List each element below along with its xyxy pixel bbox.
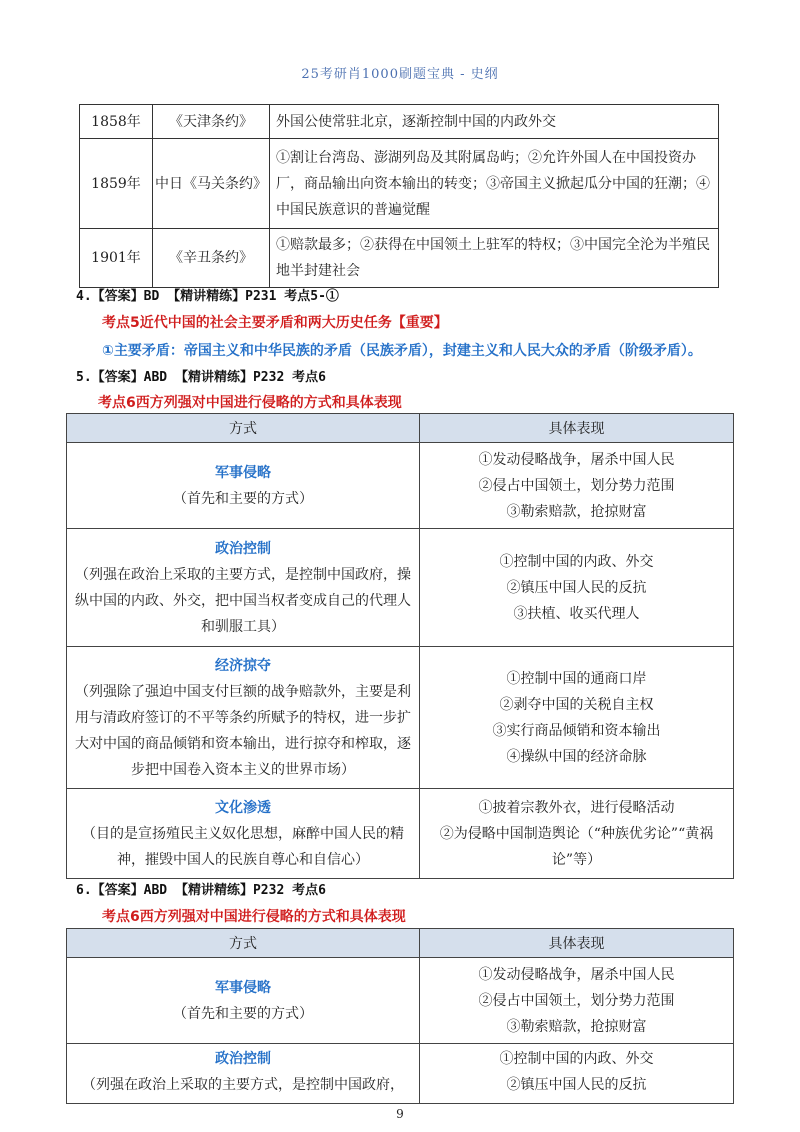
performance-item: ③勒索赔款，抢掠财富 — [506, 1018, 647, 1035]
method-desc: （列强除了强迫中国支付巨额的战争赔款外，主要是利用与清政府签订的不平等条约所赋予的特权，进一步扩大对中国的商品倾销和资本输出，进行掠夺和榨取，逐步把中国卷入资本主义的世界市场） — [75, 683, 411, 778]
q6-answer: 6.【答案】ABD 【精讲精练】P232 考点6 — [76, 883, 326, 898]
method-title: 政治控制 — [215, 1051, 271, 1067]
method-title: 军事侵略 — [215, 979, 271, 996]
table-row — [67, 789, 734, 879]
q6-method-table — [66, 928, 734, 1104]
table-row — [67, 529, 734, 647]
q5-exam-point: 考点6西方列强对中国进行侵略的方式和具体表现 — [98, 395, 402, 411]
table-header-row — [67, 929, 734, 958]
treaty-content: ①赔款最多；②获得在中国领土上驻军的特权；③中国完全沦为半殖民地半封建社会 — [270, 229, 719, 288]
q4-detail: ①主要矛盾：帝国主义和中华民族的矛盾（民族矛盾），封建主义和人民大众的矛盾（阶级矛盾）。 — [102, 343, 702, 359]
performance-item: ②侵占中国领土，划分势力范围 — [478, 992, 675, 1009]
column-header-performance: 具体表现 — [420, 414, 734, 443]
performance-item: ②镇压中国人民的反抗 — [506, 1077, 647, 1093]
method-title: 军事侵略 — [215, 464, 271, 481]
table-row — [80, 105, 719, 139]
method-desc: （首先和主要的方式） — [173, 1005, 313, 1022]
treaty-name: 《天津条约》 — [153, 105, 270, 139]
treaty-year: 1859年 — [80, 139, 153, 229]
method-title: 政治控制 — [215, 540, 271, 557]
performance-item: ②剥夺中国的关税自主权 — [499, 696, 654, 713]
page-number: 9 — [396, 1107, 404, 1121]
method-desc: （列强在政治上采取的主要方式，是控制中国政府，操纵中国的内政、外交，把中国当权者变成自己的代理人和驯服工具） — [75, 566, 411, 635]
treaty-name: 中日《马关条约》 — [153, 139, 270, 229]
table-row — [80, 229, 719, 288]
performance-item: ②镇压中国人民的反抗 — [506, 579, 647, 596]
performance-item: ①发动侵略战争，屠杀中国人民 — [478, 966, 675, 983]
treaty-year: 1901年 — [80, 229, 153, 288]
performance-item: ①控制中国的通商口岸 — [506, 670, 647, 687]
q5-method-table — [66, 413, 734, 879]
performance-item: ①发动侵略战争，屠杀中国人民 — [478, 451, 675, 468]
performance-item: ③勒索赔款，抢掠财富 — [506, 503, 647, 520]
treaty-table — [79, 104, 719, 288]
performance-item: ③扶植、收买代理人 — [513, 605, 640, 622]
table-row — [80, 139, 719, 229]
column-header-performance: 具体表现 — [420, 929, 734, 958]
treaty-content: 外国公使常驻北京，逐渐控制中国的内政外交 — [270, 105, 719, 139]
q4-exam-point: 考点5近代中国的社会主要矛盾和两大历史任务【重要】 — [102, 315, 448, 331]
table-row — [67, 443, 734, 529]
column-header-method: 方式 — [67, 414, 420, 443]
method-desc: （目的是宣扬殖民主义奴化思想，麻醉中国人民的精神，摧毁中国人的民族自尊心和自信心） — [82, 825, 404, 868]
table-row — [67, 958, 734, 1044]
performance-item: ②为侵略中国制造舆论（“种族优劣论”“黄祸论”等） — [439, 825, 714, 868]
treaty-year: 1858年 — [80, 105, 153, 139]
q5-answer: 5.【答案】ABD 【精讲精练】P232 考点6 — [76, 370, 326, 385]
performance-item: ①控制中国的内政、外交 — [499, 1051, 654, 1067]
performance-item: ③实行商品倾销和资本输出 — [492, 722, 661, 739]
method-desc: （首先和主要的方式） — [173, 490, 313, 507]
q6-exam-point: 考点6西方列强对中国进行侵略的方式和具体表现 — [102, 909, 406, 925]
column-header-method: 方式 — [67, 929, 420, 958]
table-row — [67, 1044, 734, 1104]
treaty-content: ①割让台湾岛、澎湖列岛及其附属岛屿；②允许外国人在中国投资办厂，商品输出向资本输出的转变；③帝国主义掀起瓜分中国的狂潮；④中国民族意识的普遍觉醒 — [270, 139, 719, 229]
performance-item: ①控制中国的内政、外交 — [499, 553, 654, 570]
table-row — [67, 647, 734, 789]
q4-answer: 4.【答案】BD 【精讲精练】P231 考点5-① — [76, 289, 339, 304]
performance-item: ①披着宗教外衣，进行侵略活动 — [478, 799, 675, 816]
method-title: 文化渗透 — [215, 799, 271, 816]
method-desc: （列强在政治上采取的主要方式，是控制中国政府， — [82, 1077, 404, 1093]
treaty-name: 《辛丑条约》 — [153, 229, 270, 288]
performance-item: ②侵占中国领土，划分势力范围 — [478, 477, 675, 494]
performance-item: ④操纵中国的经济命脉 — [506, 748, 647, 765]
method-title: 经济掠夺 — [215, 657, 271, 674]
page-header-title: 25考研肖1000刷题宝典 - 史纲 — [301, 67, 499, 82]
table-header-row — [67, 414, 734, 443]
